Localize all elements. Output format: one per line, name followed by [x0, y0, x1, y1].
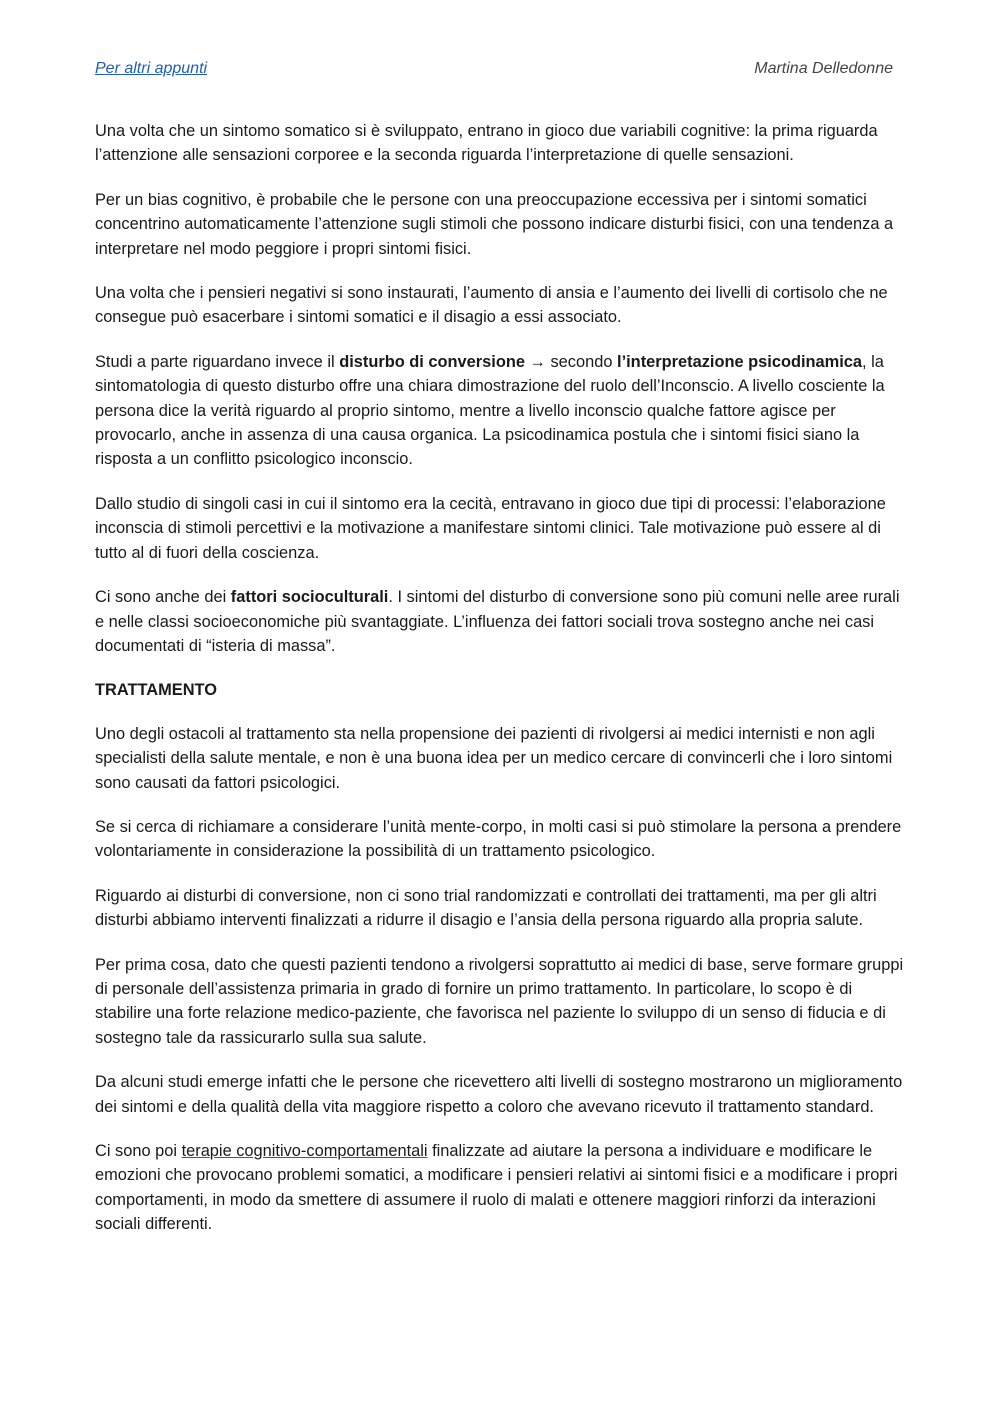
paragraph-6 [95, 585, 905, 658]
page-header [95, 60, 893, 84]
notes-link[interactable]: Per altri appunti [95, 60, 208, 77]
author-name: Martina Delledonne [754, 60, 893, 77]
paragraph-9: Riguardo ai disturbi di conversione, non ci sono trial randomizzati e controllati dei trattamenti, ma per gli altri disturbi abbiamo interventi finalizzati a ridurre il disagio e l’ansia della persona riguardo alla propria salute. [95, 886, 877, 930]
section-heading-text: TRATTAMENTO [95, 681, 217, 700]
paragraph-4 [95, 350, 905, 472]
p4-text-a: Studi a parte riguardano invece il [95, 352, 340, 371]
paragraph-2: Per un bias cognitivo, è probabile che le persone con una preoccupazione eccessiva per i sintomi somatici concentrino automaticamente l’attenzione sugli stimoli che possono indicare disturbi fisici, con una tendenza a interpretare nel modo peggiore i propri sintomi fisici. [95, 190, 894, 258]
paragraph-1: Una volta che un sintomo somatico si è sviluppato, entrano in gioco due variabili cognitive: la prima riguarda l’attenzione alle sensazioni corporee e la seconda riguarda l’interpretazione di quelle sensazioni. [95, 122, 878, 165]
p4-text-d: , la sintomatologia di questo disturbo offre una chiara dimostrazione del ruolo dell’Inconscio. A livello cosciente la persona dice la verità riguardo al proprio sintomo, mentre a livello inconscio qualche fattore agisce per provocarlo, anche in assenza di una causa organica. La psicodinamica postula che i sintomi fisici siano la risposta a un conflitto psicologico inconscio. [95, 352, 885, 469]
p6-text-a: Ci sono anche dei [95, 588, 231, 607]
document-body [95, 119, 905, 1257]
bold-term-sociocultural: fattori socioculturali [230, 588, 389, 607]
p6-text-c: . I sintomi del disturbo di conversione sono più comuni nelle aree rurali e nelle classi socioeconomiche più svantaggiate. L’influenza dei fattori sociali trova sostegno anche nei casi documentati di “isteria di massa”. [95, 588, 900, 655]
paragraph-5: Dallo studio di singoli casi in cui il sintomo era la cecità, entravano in gioco due tipi di processi: l’elaborazione inconscia di stimoli percettivi e la motivazione a manifestare sintomi clinici. Tale motivazione può essere al di tutto al di fuori della coscienza. [95, 494, 886, 562]
p12-text-a: Ci sono poi [95, 1142, 182, 1160]
p4-text-c: secondo [550, 352, 618, 371]
paragraph-10: Per prima cosa, dato che questi pazienti tendono a rivolgersi soprattutto ai medici di base, serve formare gruppi di personale dell’assistenza primaria in grado di fornire un primo trattamento. In particolare, lo scopo è di stabilire una forte relazione medico-paziente, che favorisca nel paziente lo sviluppo di un senso di fiducia e di sostegno tale da rassicurarlo sulla sua salute. [95, 955, 904, 1047]
paragraph-3: Una volta che i pensieri negativi si sono instaurati, l’aumento di ansia e l’aumento dei livelli di cortisolo che ne consegue può esacerbare i sintomi somatici e il disagio a essi associato. [95, 284, 888, 327]
paragraph-7: Uno degli ostacoli al trattamento sta nella propensione dei pazienti di rivolgersi ai medici internisti e non agli specialisti della salute mentale, e non è una buona idea per un medico cercare di convincerli che i loro sintomi sono causati da fattori psicologici. [95, 724, 893, 792]
p12-text-b: finalizzate ad aiutare la persona a individuare e modificare le emozioni che provocano problemi somatici, a modificare i pensieri relativi ai sintomi fisici e a modificare i propri comportamenti, in modo da smettere di assumere il ruolo di malati e ottenere maggiori rinforzi da interazioni sociali differenti. [95, 1142, 898, 1234]
section-heading [95, 678, 905, 702]
arrow-icon: → [524, 352, 551, 371]
paragraph-11: Da alcuni studi emerge infatti che le persone che ricevettero alti livelli di sostegno mostrarono un miglioramento dei sintomi e della qualità della vita maggiore rispetto a coloro che avevano ricevuto il trattamento standard. [95, 1073, 903, 1116]
bold-term-conversion: disturbo di conversione [339, 352, 525, 371]
paragraph-8: Se si cerca di richiamare a considerare l’unità mente-corpo, in molti casi si può stimolare la persona a prendere volontariamente in considerazione la possibilità di un trattamento psicologico. [95, 817, 902, 861]
paragraph-12 [95, 1139, 905, 1237]
cbt-link[interactable]: terapie cognitivo-comportamentali [181, 1142, 428, 1160]
bold-term-psychodynamic: l’interpretazione psicodinamica [617, 352, 863, 371]
